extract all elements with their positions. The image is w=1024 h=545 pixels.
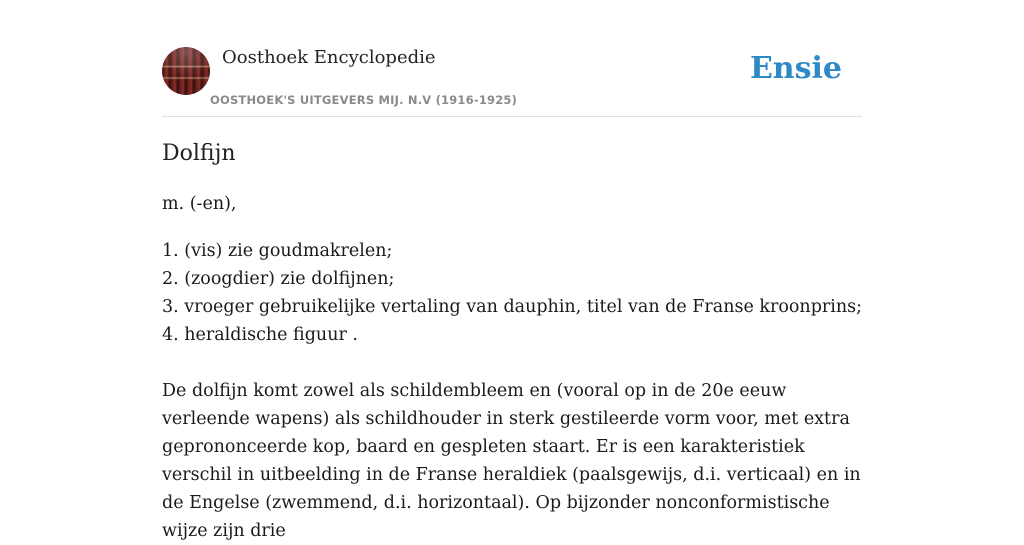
site-title[interactable]: Oosthoek Encyclopedie — [222, 47, 436, 68]
sense-item: 1. (vis) zie goudmakrelen; — [162, 241, 393, 261]
book-spines-icon[interactable] — [162, 47, 210, 95]
entry-body: De dolfijn komt zowel als schildembleem en (vooral op in de 20e eeuw verleende wapens) als schildhouder in sterk gestileerde vorm voor, met extra geprononceerde kop, baard en gespleten staart. Er is een karakteristiek verschil in uitbeelding in de Franse heraldiek (paalsgewijs, d.i. verticaal) en in de Engelse (zwemmend, d.i. horizontaal). Op bijzonder nonconformistische wijze zijn drie — [162, 381, 861, 541]
publisher-label: OOSTHOEK'S UITGEVERS MIJ. N.V (1916-1925) — [210, 93, 518, 107]
sense-item: 4. heraldische figuur . — [162, 325, 358, 345]
brand-logo-link[interactable]: Ensie — [749, 51, 842, 86]
entry-title: Dolfijn — [162, 141, 236, 166]
entry-grammar: m. (-en), — [162, 194, 237, 214]
site-header — [162, 46, 862, 117]
sense-item: 3. vroeger gebruikelijke vertaling van dauphin, titel van de Franse kroonprins; — [162, 297, 863, 317]
entry-content — [162, 138, 862, 545]
sense-list — [162, 237, 862, 349]
sense-item: 2. (zoogdier) zie dolfijnen; — [162, 269, 395, 289]
